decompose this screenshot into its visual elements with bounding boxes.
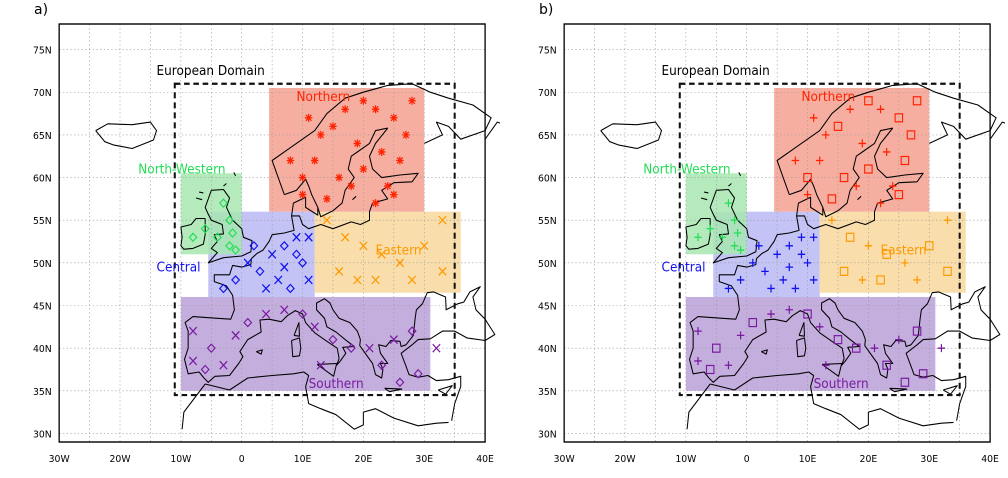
map-panel-a bbox=[20, 0, 500, 474]
region-label-central: Central bbox=[156, 258, 201, 275]
region-northern bbox=[269, 88, 424, 212]
station-marker-asterisk bbox=[360, 165, 367, 173]
station-marker-asterisk bbox=[335, 174, 342, 182]
latitude-tick-label: 40N bbox=[32, 343, 52, 356]
latitude-tick-label: 65N bbox=[537, 130, 557, 143]
region-label-northern: Northern bbox=[801, 88, 856, 104]
station-marker-asterisk bbox=[396, 156, 403, 164]
latitude-tick-label: 70N bbox=[32, 87, 52, 100]
latitude-tick-label: 60N bbox=[537, 173, 557, 185]
region-southern bbox=[686, 297, 935, 391]
longitude-tick-label: 20E bbox=[859, 453, 878, 466]
longitude-tick-label: 20E bbox=[354, 453, 373, 466]
longitude-tick-label: 40E bbox=[476, 453, 494, 466]
longitude-tick-label: 30W bbox=[553, 453, 575, 466]
map-panel-b bbox=[525, 0, 1005, 474]
longitude-tick-label: 10W bbox=[675, 453, 697, 466]
longitude-tick-label: 40E bbox=[981, 453, 999, 466]
station-marker-asterisk bbox=[299, 174, 306, 182]
station-marker-asterisk bbox=[360, 97, 367, 105]
station-marker-asterisk bbox=[287, 156, 294, 164]
latitude-tick-label: 45N bbox=[537, 301, 557, 313]
station-marker-asterisk bbox=[311, 156, 318, 164]
longitude-tick-label: 0 bbox=[743, 453, 750, 466]
region-label-southern: Southern bbox=[813, 375, 869, 392]
european-domain-label: European Domain bbox=[661, 62, 770, 79]
station-marker-asterisk bbox=[305, 114, 312, 122]
latitude-tick-label: 30N bbox=[537, 429, 557, 441]
longitude-tick-label: 20W bbox=[109, 453, 131, 466]
latitude-tick-label: 60N bbox=[32, 173, 52, 185]
longitude-tick-label: 0 bbox=[238, 453, 245, 466]
map-canvas-b bbox=[525, 0, 1005, 474]
map-group-b bbox=[538, 24, 1005, 465]
region-label-north-western: North-Western bbox=[138, 160, 226, 177]
longitude-tick-label: 10W bbox=[170, 453, 192, 466]
latitude-tick-label: 70N bbox=[537, 87, 557, 100]
region-label-north-western: North-Western bbox=[643, 160, 731, 177]
latitude-tick-label: 55N bbox=[32, 215, 52, 228]
panel-label: b) bbox=[539, 2, 554, 18]
latitude-tick-label: 45N bbox=[32, 301, 52, 313]
station-marker-asterisk bbox=[372, 105, 379, 113]
coastline bbox=[485, 105, 500, 139]
latitude-tick-label: 75N bbox=[32, 45, 52, 57]
latitude-tick-label: 30N bbox=[32, 429, 52, 441]
station-marker-asterisk bbox=[378, 148, 385, 156]
station-marker-asterisk bbox=[341, 105, 348, 113]
panel-label: a) bbox=[34, 2, 49, 18]
region-label-eastern: Eastern bbox=[880, 241, 927, 258]
station-marker-asterisk bbox=[329, 122, 336, 130]
longitude-tick-label: 30E bbox=[920, 453, 939, 466]
station-marker-asterisk bbox=[372, 199, 379, 207]
latitude-tick-label: 40N bbox=[537, 343, 557, 356]
latitude-tick-label: 65N bbox=[32, 130, 52, 143]
station-marker-asterisk bbox=[402, 131, 409, 139]
region-label-eastern: Eastern bbox=[375, 241, 422, 258]
region-label-central: Central bbox=[661, 258, 706, 275]
station-marker-asterisk bbox=[348, 182, 355, 190]
station-marker-asterisk bbox=[323, 195, 330, 203]
european-domain-label: European Domain bbox=[156, 62, 265, 79]
station-marker-asterisk bbox=[384, 182, 391, 190]
longitude-tick-label: 30E bbox=[415, 453, 434, 466]
latitude-tick-label: 75N bbox=[537, 45, 557, 57]
longitude-tick-label: 10E bbox=[293, 453, 312, 466]
latitude-tick-label: 50N bbox=[32, 258, 52, 270]
region-northern bbox=[774, 88, 929, 212]
longitude-tick-label: 30W bbox=[48, 453, 70, 466]
region-label-southern: Southern bbox=[308, 375, 364, 392]
station-marker-asterisk bbox=[354, 139, 361, 147]
coastline bbox=[990, 105, 1005, 139]
longitude-tick-label: 20W bbox=[614, 453, 636, 466]
latitude-tick-label: 50N bbox=[537, 258, 557, 270]
map-group-a bbox=[33, 24, 500, 465]
region-label-northern: Northern bbox=[296, 88, 351, 104]
latitude-tick-label: 35N bbox=[32, 386, 52, 398]
station-marker-asterisk bbox=[390, 114, 397, 122]
station-marker-asterisk bbox=[408, 97, 415, 105]
latitude-tick-label: 35N bbox=[537, 386, 557, 398]
station-marker-asterisk bbox=[390, 191, 397, 199]
station-marker-asterisk bbox=[299, 191, 306, 199]
map-canvas-a bbox=[20, 0, 500, 474]
station-marker-asterisk bbox=[317, 131, 324, 139]
longitude-tick-label: 10E bbox=[798, 453, 817, 466]
region-southern bbox=[181, 297, 430, 391]
latitude-tick-label: 55N bbox=[537, 215, 557, 228]
